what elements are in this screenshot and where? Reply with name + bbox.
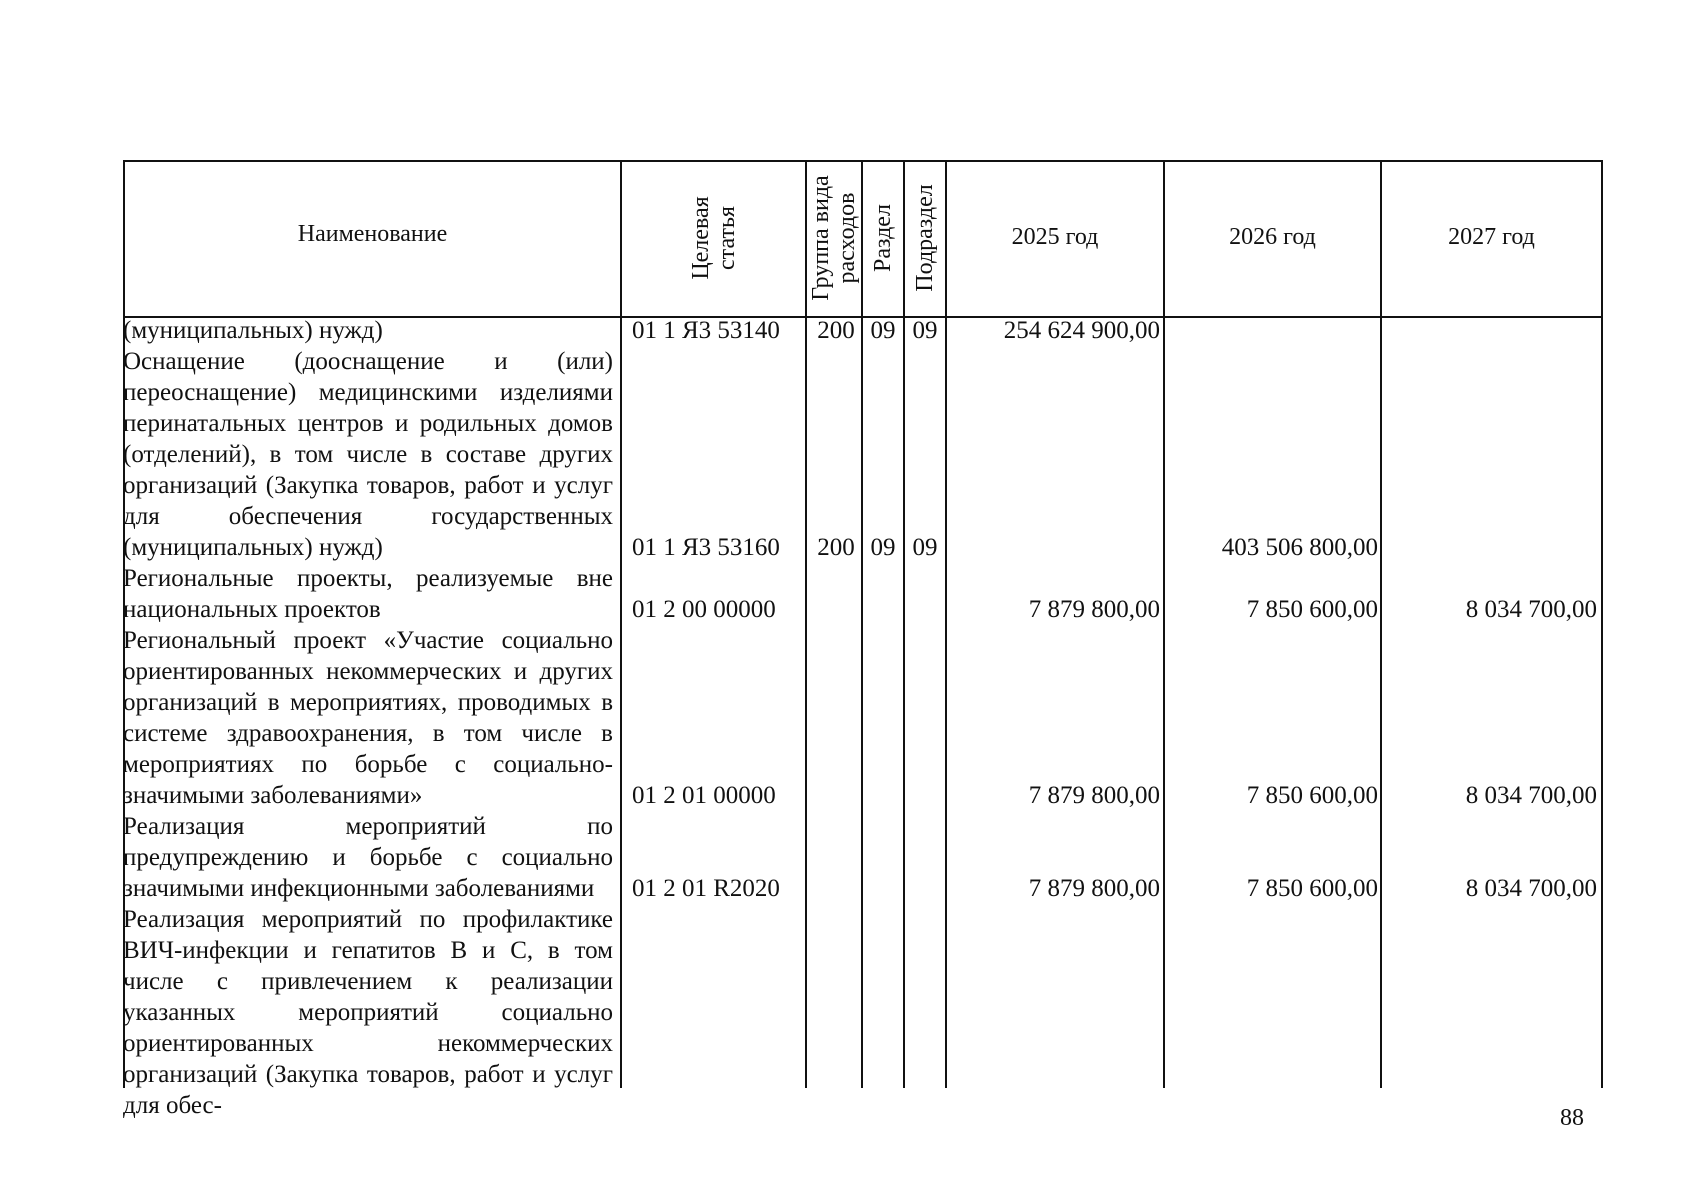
col-border-2026 [1380, 160, 1382, 1088]
row-section: 09 [870, 534, 896, 561]
col-border-right [1601, 160, 1603, 1088]
row-name: Оснащение (дооснащение и (или) переоснащение) медицинскими изделиями перинатальных центров и родильных домов (отделений), в том числе в составе других организаций (Закупка товаров, работ и услуг для обеспечения государственных (муниципальных) нужд) [123, 348, 613, 561]
row-2027: 8 034 700,00 [1465, 875, 1597, 902]
header-expense-group [808, 175, 860, 300]
page-number: 88 [1560, 1105, 1584, 1131]
row-group: 200 [817, 317, 855, 344]
row-2025: 254 624 900,00 [1003, 317, 1160, 344]
row-name: Реализация мероприятий по предупреждению и борьбе с социально значимыми инфекционными заболеваниями [123, 813, 613, 902]
col-border-subsection [945, 160, 947, 1088]
row-name: Региональные проекты, реализуемые вне национальных проектов [123, 565, 613, 623]
col-border-section [903, 160, 905, 1088]
col-border-2025 [1163, 160, 1165, 1088]
row-name: Региональный проект «Участие социально ориентированных некоммерческих и других организаций в мероприятиях, проводимых в системе здравоохранения, в том числе в мероприятиях по борьбе с социально-значимыми заболеваниями» [123, 627, 613, 809]
col-border-group [861, 160, 863, 1088]
header-name: Наименование [297, 221, 448, 247]
row-subsection: 09 [912, 317, 938, 344]
row-2027: 8 034 700,00 [1465, 782, 1597, 809]
row-code: 01 1 Я3 53140 [632, 317, 780, 344]
header-2026: 2026 год [1229, 224, 1316, 250]
header-2027: 2027 год [1448, 224, 1535, 250]
row-2025: 7 879 800,00 [1028, 596, 1160, 623]
header-target-article-text: Целевая статья [688, 196, 740, 280]
row-name: (муниципальных) нужд) [123, 317, 383, 344]
row-name: Реализация мероприятий по профилактике ВИЧ-инфекции и гепатитов В и С, в том числе с привлечением к реализации указанных мероприятий социально ориентированных некоммерческих организаций (Закупка товаров, работ и услуг для обес- [123, 906, 613, 1119]
col-border-name [620, 160, 622, 1088]
header-subsection: Подраздел [912, 184, 938, 292]
row-2026: 7 850 600,00 [1246, 875, 1378, 902]
row-group: 200 [817, 534, 855, 561]
header-expense-group-line2: расходов [834, 192, 860, 284]
row-subsection: 09 [912, 534, 938, 561]
row-2026: 7 850 600,00 [1246, 782, 1378, 809]
header-target-article [688, 182, 740, 294]
row-2026: 403 506 800,00 [1221, 534, 1378, 561]
row-2027: 8 034 700,00 [1465, 596, 1597, 623]
row-2026: 7 850 600,00 [1246, 596, 1378, 623]
row-code: 01 2 01 R2020 [632, 875, 780, 902]
row-code: 01 1 Я3 53160 [632, 534, 780, 561]
header-expense-group-line1: Группа вида [808, 175, 834, 301]
row-2025: 7 879 800,00 [1028, 875, 1160, 902]
row-2025: 7 879 800,00 [1028, 782, 1160, 809]
row-code: 01 2 01 00000 [632, 782, 776, 809]
header-section: Раздел [870, 204, 896, 272]
row-section: 09 [870, 317, 896, 344]
col-border-code [805, 160, 807, 1088]
row-code: 01 2 00 00000 [632, 596, 776, 623]
header-2025: 2025 год [1011, 224, 1099, 250]
